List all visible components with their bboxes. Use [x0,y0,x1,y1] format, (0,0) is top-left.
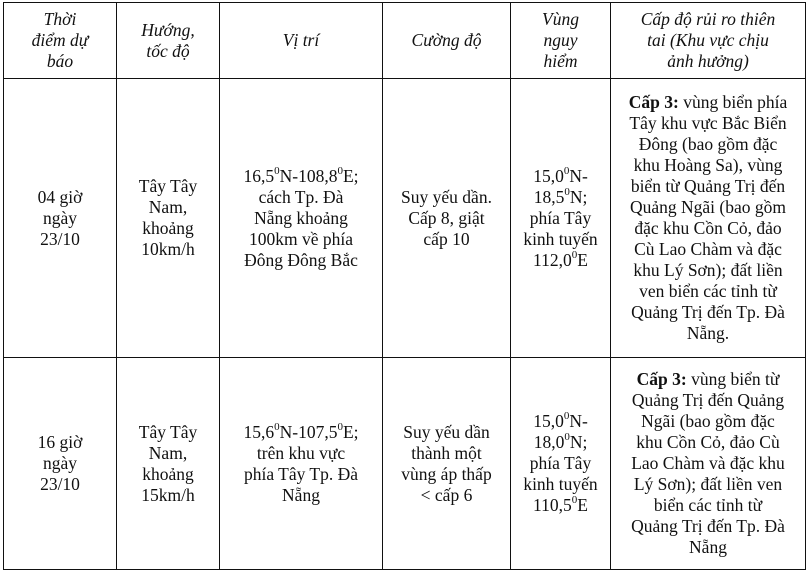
header-time: Thời điểm dự báo [4,3,117,79]
cell-direction: Tây Tây Nam, khoảng 15km/h [117,358,220,570]
cell-position: 15,6$^0$N-107,5$^0$E; trên khu vực phía Tây Tp. Đà Nẵng [220,358,383,570]
cell-danger-zone: 15,0$^0$N- 18,5$^0$N; phía Tây kinh tuyến 112,0$^0$E [511,79,611,358]
header-intensity: Cường độ [383,3,511,79]
cell-time: 16 giờ ngày 23/10 [4,358,117,570]
cell-intensity: Suy yếu dần. Cấp 8, giật cấp 10 [383,79,511,358]
cell-position: 16,5$^0$N-108,8$^0$E; cách Tp. Đà Nẵng khoảng 100km về phía Đông Đông Bắc [220,79,383,358]
table-row [4,79,806,358]
cell-time: 04 giờ ngày 23/10 [4,79,117,358]
forecast-table [3,2,806,570]
cell-direction: Tây Tây Nam, khoảng 10km/h [117,79,220,358]
header-position: Vị trí [220,3,383,79]
header-danger-zone: Vùng nguy hiểm [511,3,611,79]
cell-risk-level: Cấp 3: vùng biển phía Tây khu vực Bắc Biển Đông (bao gồm đặc khu Hoàng Sa), vùng biển từ Quảng Trị đến Quảng Ngãi (bao gồm đặc khu Cồn Cỏ, đảo Cù Lao Chàm và đặc khu Lý Sơn); đất liền ven biển các tỉnh từ Quảng Trị đến Tp. Đà Nẵng. [611,79,806,358]
header-row [4,3,806,79]
cell-risk-level: Cấp 3: vùng biển từ Quảng Trị đến Quảng Ngãi (bao gồm đặc khu Cồn Cỏ, đảo Cù Lao Chàm và đặc khu Lý Sơn); đất liền ven biển các tỉnh từ Quảng Trị đến Tp. Đà Nẵng [611,358,806,570]
header-risk-level: Cấp độ rủi ro thiên tai (Khu vực chịu ảnh hưởng) [611,3,806,79]
cell-danger-zone: 15,0$^0$N- 18,0$^0$N; phía Tây kinh tuyến 110,5$^0$E [511,358,611,570]
header-direction: Hướng, tốc độ [117,3,220,79]
cell-intensity: Suy yếu dần thành một vùng áp thấp < cấp 6 [383,358,511,570]
table-row [4,358,806,570]
